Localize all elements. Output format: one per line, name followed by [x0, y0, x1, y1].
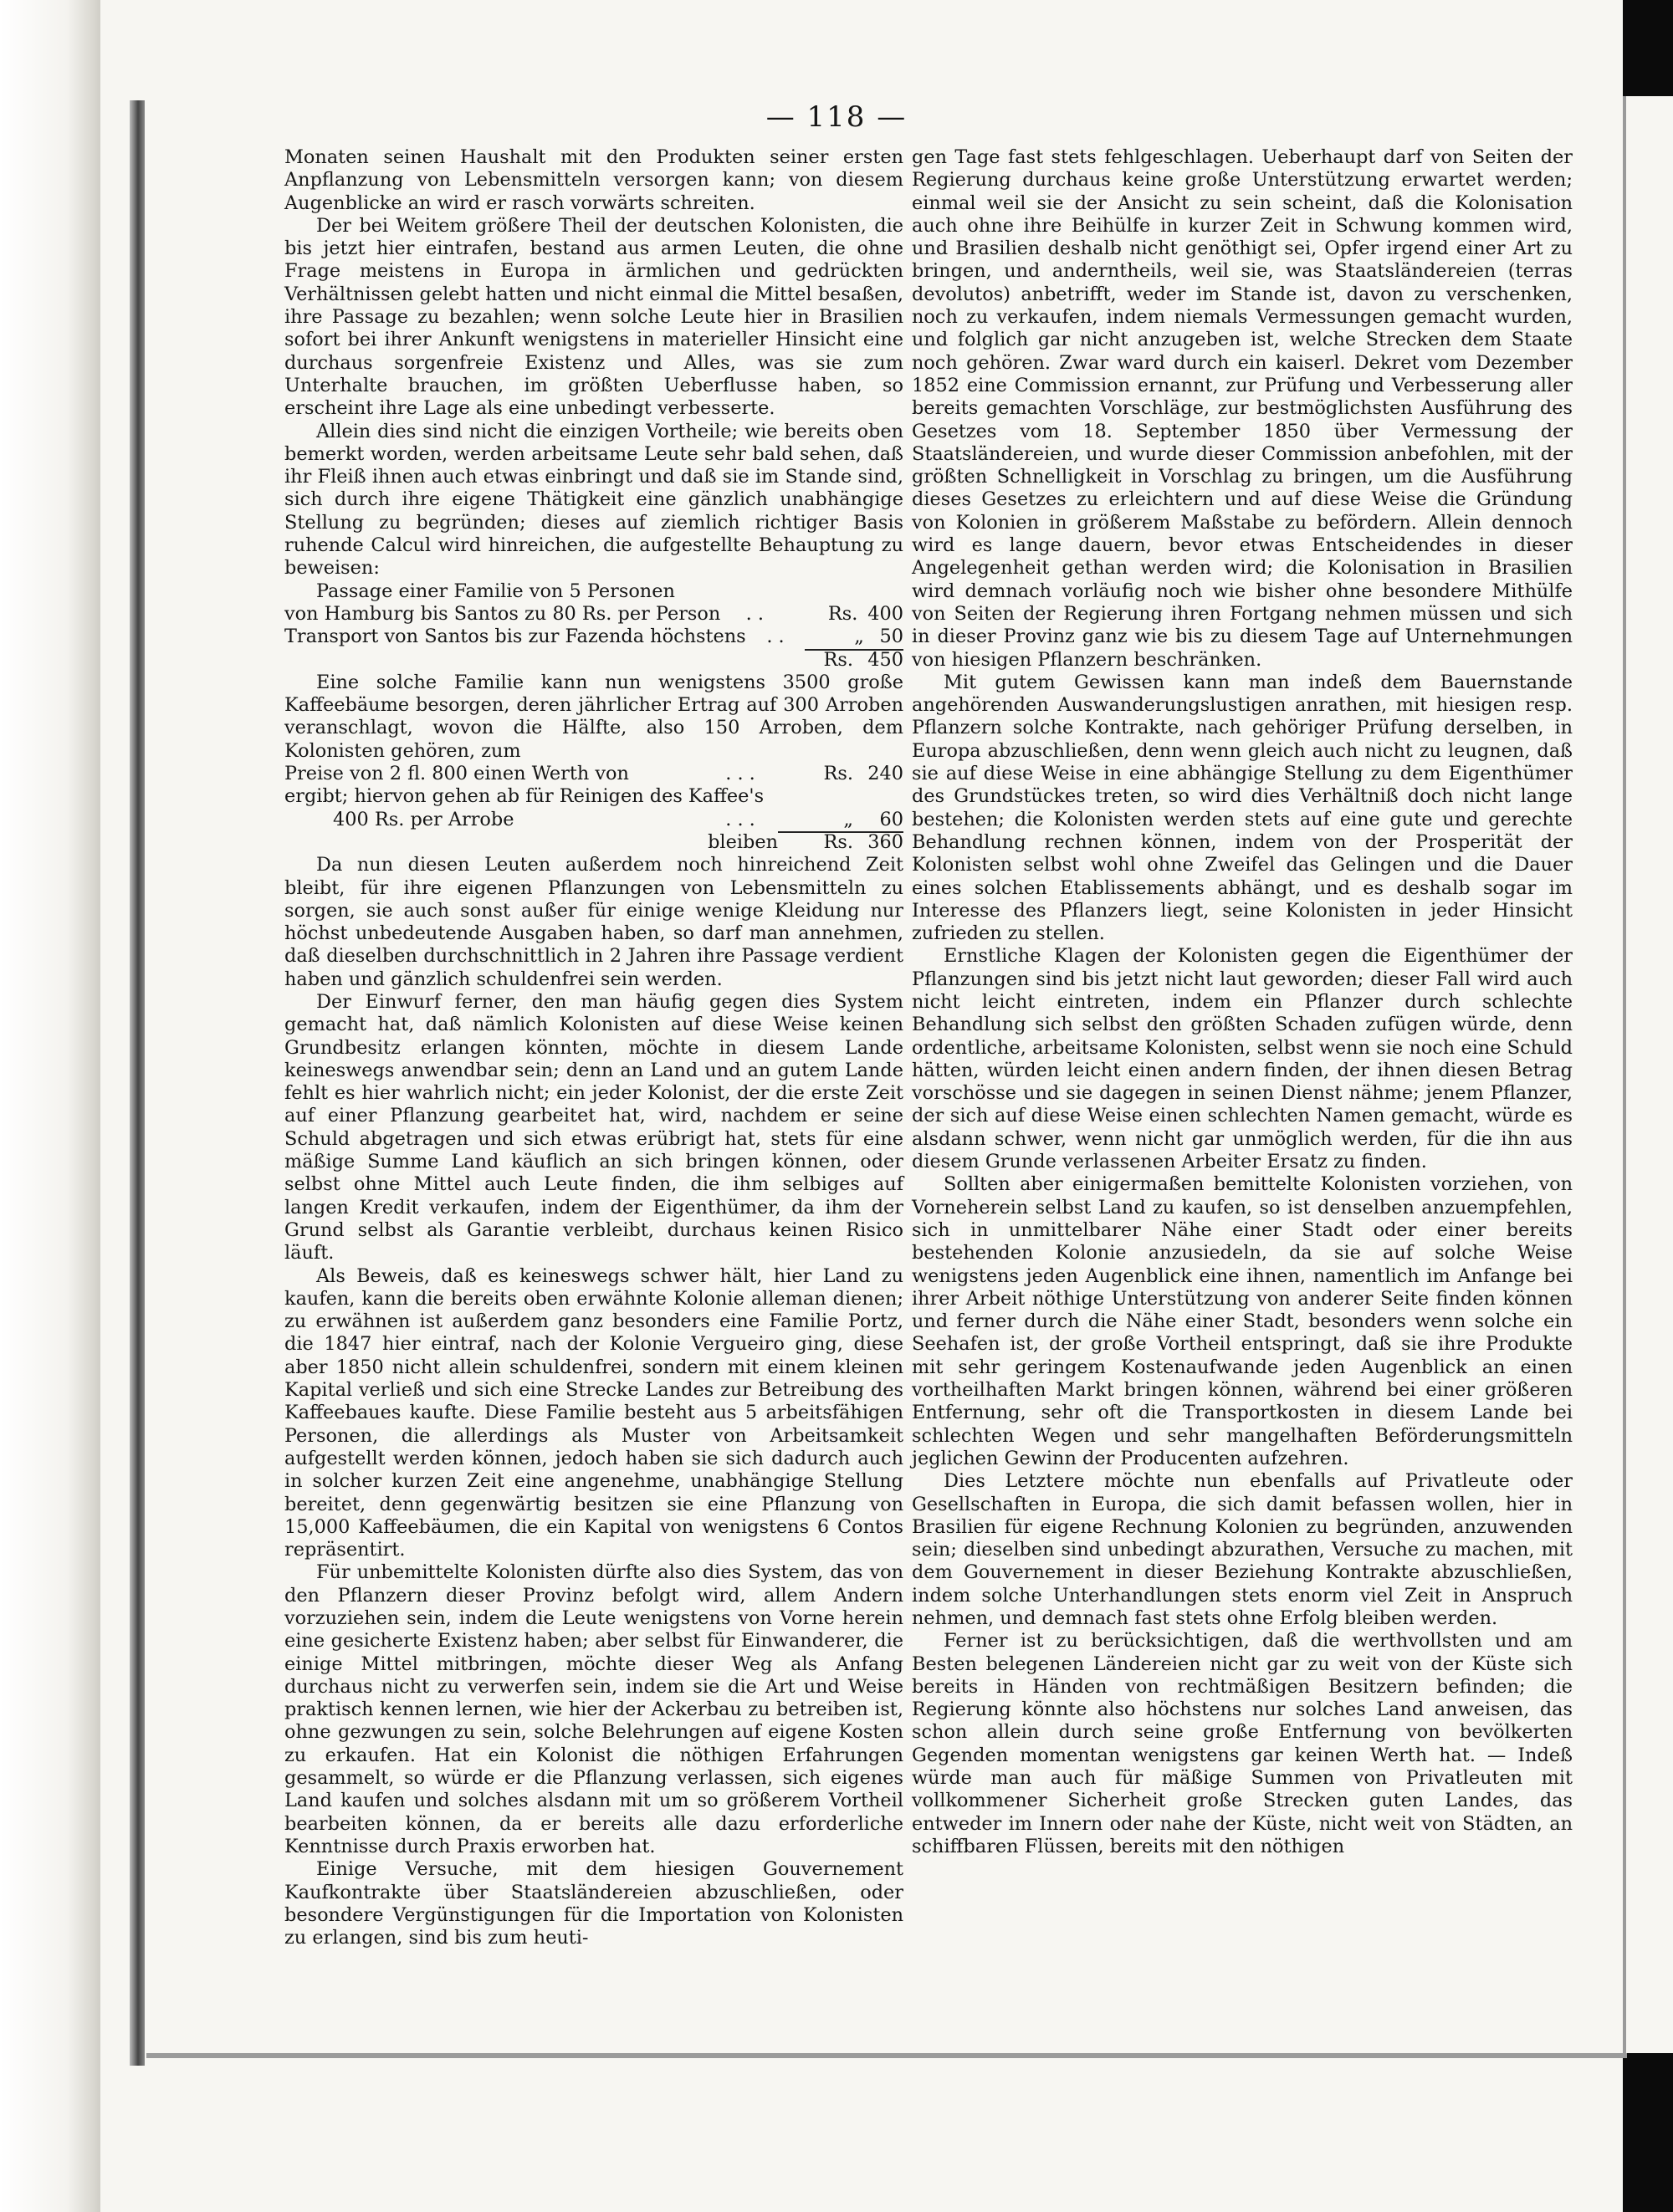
- left-paragraph-6: Der Einwurf ferner, den man häufig gegen dies System gemacht hat, daß nämlich Kolonisten auf diese Weise keinen Grundbesitz erlangen könnten, möchte in diesem Lande keineswegs anwendbar sein; denn an Land und an gutem Lande fehlt es hier wahrlich nicht; ein jeder Kolonist, der die erste Zeit auf einer Pflanzung gearbeitet hat, wird, nachdem er seine Schuld abgetragen und sich etwas erübrigt hat, stets für eine mäßige Summe Land käuflich an sich bringen können, oder selbst ohne Mittel auch Leute finden, die ihm selbiges auf langen Kredit verkaufen, indem der Eigenthümer, da ihm der Grund selbst als Garantie verbleibt, durchaus keinen Risico läuft.: [284, 990, 903, 1264]
- calc-row-label: Preise von 2 fl. 800 einen Werth von: [284, 763, 629, 785]
- calc-row-label: 400 Rs. per Arrobe: [333, 808, 514, 830]
- right-paragraph-5: Dies Letztere möchte nun ebenfalls auf Privatleute oder Gesellschaften in Europa, die sich damit befassen wollen, hier in Brasilien für eigene Rechnung Kolonien zu begründen, anzuwenden sein; dieselben sind unbedingt abzurathen, Versuche zu machen, mit dem Gouvernement in dieser Beziehung Kontrakte abzuschließen, indem solche Unterhandlungen stets enorm viel Zeit in Anspruch nehmen, und demnach fast stets ohne Erfolg bleiben werden.: [912, 1470, 1573, 1629]
- calc-leader-dots: . . .: [725, 808, 755, 830]
- calc-leader-dots: . .: [745, 602, 764, 625]
- calc-currency: Rs.: [827, 602, 858, 625]
- calc-total-currency: Rs.: [823, 648, 853, 671]
- calc-ditto-mark: „: [805, 626, 864, 650]
- calc-row-label: von Hamburg bis Santos zu 80 Rs. per Person: [284, 602, 721, 625]
- calc-leader-dots: . .: [766, 626, 785, 648]
- right-paragraph-4: Sollten aber einigermaßen bemittelte Kolonisten vorziehen, von Vorneherein selbst Land zu kaufen, so ist denselben anzuempfehlen, sich in unmittelbarer Nähe einer Stadt oder einer bereits bestehenden Kolonie anzusiedeln, da sie auf solche Weise wenigstens jeden Augenblick eine ihnen, namentlich im Anfange bei ihrer Arbeit nöthige Unterstützung von anderer Seite finden können und ferner durch die Nähe einer Stadt, besonders wenn solche ein Seehafen ist, der große Vortheil entspringt, daß sie ihre Produkte mit sehr geringem Kostenaufwande jeden Augenblick an einen vortheilhaften Markt bringen können, während bei einer größeren Entfernung, sehr oft die Transportkosten in diesem Lande bei schlechten Wegen und sehr mangelhaften Beförderungsmitteln jeglichen Gewinn der Producenten aufzehren.: [912, 1173, 1573, 1469]
- calc-amount: 60: [853, 809, 903, 833]
- calc-heading: Passage einer Familie von 5 Personen: [316, 580, 675, 602]
- scan-margin-shadow: [0, 0, 100, 2212]
- calc-amount: 50: [864, 626, 903, 650]
- left-paragraph-7: Als Beweis, daß es keineswegs schwer hält, hier Land zu kaufen, kann die bereits oben erwähnte Kolonie alleman dienen; zu erwähnen ist außerdem ganz besonders eine Familie Portz, die 1847 hier eintraf, nach der Kolonie Vergueiro ging, diese aber 1850 nicht allein schuldenfrei, sondern mit einem kleinen Kapital verließ und sich eine Strecke Landes zur Betreibung des Kaffeebaues kaufte. Diese Familie besteht aus 5 arbeitsfähigen Personen, die allerdings als Muster von Arbeitsamkeit aufgestellt werden können, jedoch haben sie sich dadurch auch in solcher kurzen Zeit eine angenehme, unabhängige Stellung bereitet, denn gegenwärtig besitzen sie eine Pflanzung von 15,000 Kaffeebäumen, die ein Kapital von wenigstens 6 Contos repräsentirt.: [284, 1264, 903, 1561]
- calc-remainder-label: bleiben: [708, 830, 778, 853]
- right-paragraph-2: Mit gutem Gewissen kann man indeß dem Bauernstande angehörenden Auswanderungslustigen anrathen, mit hiesigen resp. Pflanzern solche Kontrakte, nach gehöriger Prüfung derselben, in Europa abzuschließen, denn wenn gleich auch nicht zu leugnen, daß sie auf diese Weise in eine abhängige Stellung zu dem Eigenthümer des Grundstückes treten, so wird dies Verhältniß doch nicht lange bestehen; die Kolonisten werden stets auf eine gute und gerechte Behandlung rechnen können, indem von der Prosperität der Kolonisten selbst wohl ohne Zweifel das Gelingen und die Dauer eines solchen Etablissements abhängt, und es deshalb sogar im Interesse des Pflanzers liegt, seine Kolonisten in jeder Hinsicht zufrieden zu stellen.: [912, 671, 1573, 945]
- scan-border-bottom-right: [1623, 2053, 1673, 2212]
- left-paragraph-9: Einige Versuche, mit dem hiesigen Gouvernement Kaufkontrakte über Staatsländereien abzuschließen, oder besondere Vergünstigungen für die Importation von Kolonisten zu erlangen, sind bis zum heuti-: [284, 1858, 903, 1949]
- left-column: [284, 146, 903, 1949]
- left-paragraph-2: Der bei Weitem größere Theil der deutschen Kolonisten, die bis jetzt hier eintrafen, bestand aus armen Leuten, die ohne Frage meistens in Europa in ärmlichen und gedrückten Verhältnissen gelebt hatten und nicht einmal die Mittel besaßen, ihre Passage zu bezahlen; wenn solche Leute hier in Brasilien sofort bei ihrer Ankunft wenigstens in materieller Hinsicht eine durchaus sorgenfreie Existenz und Alles, was sie zum Unterhalte brauchen, im größten Ueberflusse haben, so erscheint ihre Lage als eine unbedingt verbesserte.: [284, 214, 903, 420]
- calc-leader-dots: . . .: [725, 763, 755, 785]
- left-paragraph-3: Allein dies sind nicht die einzigen Vortheile; wie bereits oben bemerkt worden, werden arbeitsame Leute sehr bald sehen, daß ihr Fleiß ihnen auch etwas einbringt und daß sie im Stande sind, sich durch ihre eigene Thätigkeit eine gänzlich unabhängige Stellung zu begründen; dieses auf ziemlich richtiger Basis ruhende Calcul wird hinreichen, die aufgestellte Behauptung zu beweisen:: [284, 420, 903, 580]
- book-binding-edge: [130, 100, 145, 2066]
- calc-row-label: Transport von Santos bis zur Fazenda höchstens: [284, 626, 746, 648]
- page-number: — 118 —: [765, 100, 908, 134]
- calc-amount: 400: [867, 602, 903, 625]
- calc-ditto-mark: „: [778, 809, 853, 833]
- right-paragraph-1: gen Tage fast stets fehlgeschlagen. Ueberhaupt darf von Seiten der Regierung durchaus keine große Unterstützung erwartet werden; einmal weil sie der Ansicht zu sein scheint, daß die Kolonisation auch ohne ihre Beihülfe in kurzer Zeit in Schwung kommen wird, und Brasilien deshalb nicht genöthigt sei, Opfer irgend einer Art zu bringen, und anderntheils, weil sie, was Staatsländereien (terras devolutos) anbetrifft, weder im Stande ist, davon zu verschenken, noch zu verkaufen, indem niemals Vermessungen gemacht wurden, und folglich gar nicht anzugeben ist, welche Strecken dem Staate noch gehören. Zwar ward durch ein kaiserl. Dekret vom Dezember 1852 eine Commission ernannt, zur Prüfung und Verbesserung aller bereits gemachten Vorschläge, zur bestmöglichsten Ausführung des Gesetzes vom 18. September 1850 über Vermessung der Staatsländereien, und wurde dieser Commission anbefohlen, mit der größten Schnelligkeit in Vorschlag zu bringen, um die Ausführung dieses Gesetzes zu erleichtern und auf diese Weise die Gründung von Kolonien in größerem Maßstabe zu befördern. Allein dennoch wird es lange dauern, bevor etwas Entscheidendes in dieser Angelegenheit gethan werden wird; die Kolonisation in Brasilien wird demnach vorläufig noch wie bisher ohne besondere Mithülfe von Seiten der Regierung ihren Fortgang nehmen müssen und sich in dieser Provinz ganz wie bis zu diesem Tage auf Unternehmungen von hiesigen Pflanzern beschränken.: [912, 146, 1573, 671]
- left-paragraph-5: Da nun diesen Leuten außerdem noch hinreichend Zeit bleibt, für ihre eigenen Pflanzungen von Lebensmitteln zu sorgen, sie auch sonst außer für einige wenige Kleidung nur höchst unbedeutende Ausgaben haben, so darf man annehmen, daß dieselben durchschnittlich in 2 Jahren ihre Passage verdient haben und gänzlich schuldenfrei sein werden.: [284, 854, 903, 990]
- calc-remainder-currency: Rs.: [823, 830, 853, 853]
- calc-total-amount: 450: [867, 648, 903, 671]
- right-column: [912, 146, 1573, 1858]
- scan-border-top-right: [1623, 0, 1673, 96]
- left-paragraph-8: Für unbemittelte Kolonisten dürfte also dies System, das von den Pflanzern dieser Provinz befolgt wird, allem Andern vorzuziehen sein, indem die Leute wenigstens von Vorne herein eine gesicherte Existenz haben; aber selbst für Einwanderer, die einige Mittel mitbringen, möchte dieser Weg als Anfang durchaus nicht zu verwerfen sein, indem sie die Art und Weise praktisch kennen lernen, wie hier der Ackerbau zu betreiben ist, ohne gezwungen zu sein, solche Belehrungen auf eigene Kosten zu erkaufen. Hat ein Kolonist die nöthigen Erfahrungen gesammelt, so würde er die Pflanzung verlassen, sich eigenes Land kaufen und solches alsdann mit um so größerem Vortheil bearbeiten können, da er bereits alle dazu erforderliche Kenntnisse durch Praxis erworben hat.: [284, 1561, 903, 1857]
- left-paragraph-1: Monaten seinen Haushalt mit den Produkten seiner ersten Anpflanzung von Lebensmitteln versorgen kann; von diesem Augenblicke an wird er rasch vorwärts schreiten.: [284, 146, 903, 214]
- page-right-edge: [1623, 96, 1626, 2053]
- left-paragraph-4: Eine solche Familie kann nun wenigstens 3500 große Kaffeebäume besorgen, deren jährlicher Ertrag auf 300 Arroben veranschlagt, wovon die Hälfte, also 150 Arroben, dem Kolonisten gehören, zum: [284, 671, 903, 762]
- calc-remainder-amount: 360: [867, 830, 903, 853]
- right-paragraph-6: Ferner ist zu berücksichtigen, daß die werthvollsten und am Besten belegenen Ländereien nicht gar zu weit von der Küste sich bereits in Händen von rechtmäßigen Besitzern befinden; die Regierung könnte also höchstens nur solches Land anweisen, das schon allein durch seine große Entfernung von bevölkerten Gegenden momentan wenigstens gar keinen Werth hat. — Indeß würde man auch für mäßige Summen von Privatleuten mit vollkommener Sicherheit große Strecken guten Landes, das entweder im Innern oder nahe der Küste, nicht weit von Städten, an schiffbaren Flüssen, bereits mit den nöthigen: [912, 1630, 1573, 1857]
- calc-row-label: ergibt; hiervon gehen ab für Reinigen des Kaffee's: [284, 785, 765, 808]
- page-bottom-edge: [146, 2053, 1627, 2058]
- right-paragraph-3: Ernstliche Klagen der Kolonisten gegen die Eigenthümer der Pflanzungen sind bis jetzt nicht laut geworden; dieser Fall wird auch nicht leicht eintreten, indem ein Pflanzer durch schlechte Behandlung sich selbst den größten Schaden zufügen würde, denn ordentliche, arbeitsame Kolonisten, selbst wenn sie noch eine Schuld hätten, würden leicht einen andern finden, der ihnen diesen Betrag vorschösse und sie dagegen in seinen Dienst nähme; jenem Pflanzer, der sich auf diese Weise einen schlechten Namen gemacht, würde es alsdann schwer, wenn nicht gar unmöglich werden, für die ihn aus diesem Grunde verlassenen Arbeiter Ersatz zu finden.: [912, 945, 1573, 1173]
- calc-currency: Rs.: [823, 763, 853, 785]
- passage-calculation: [284, 580, 903, 672]
- calc-amount: 240: [867, 763, 903, 785]
- coffee-yield-calculation: [284, 763, 903, 854]
